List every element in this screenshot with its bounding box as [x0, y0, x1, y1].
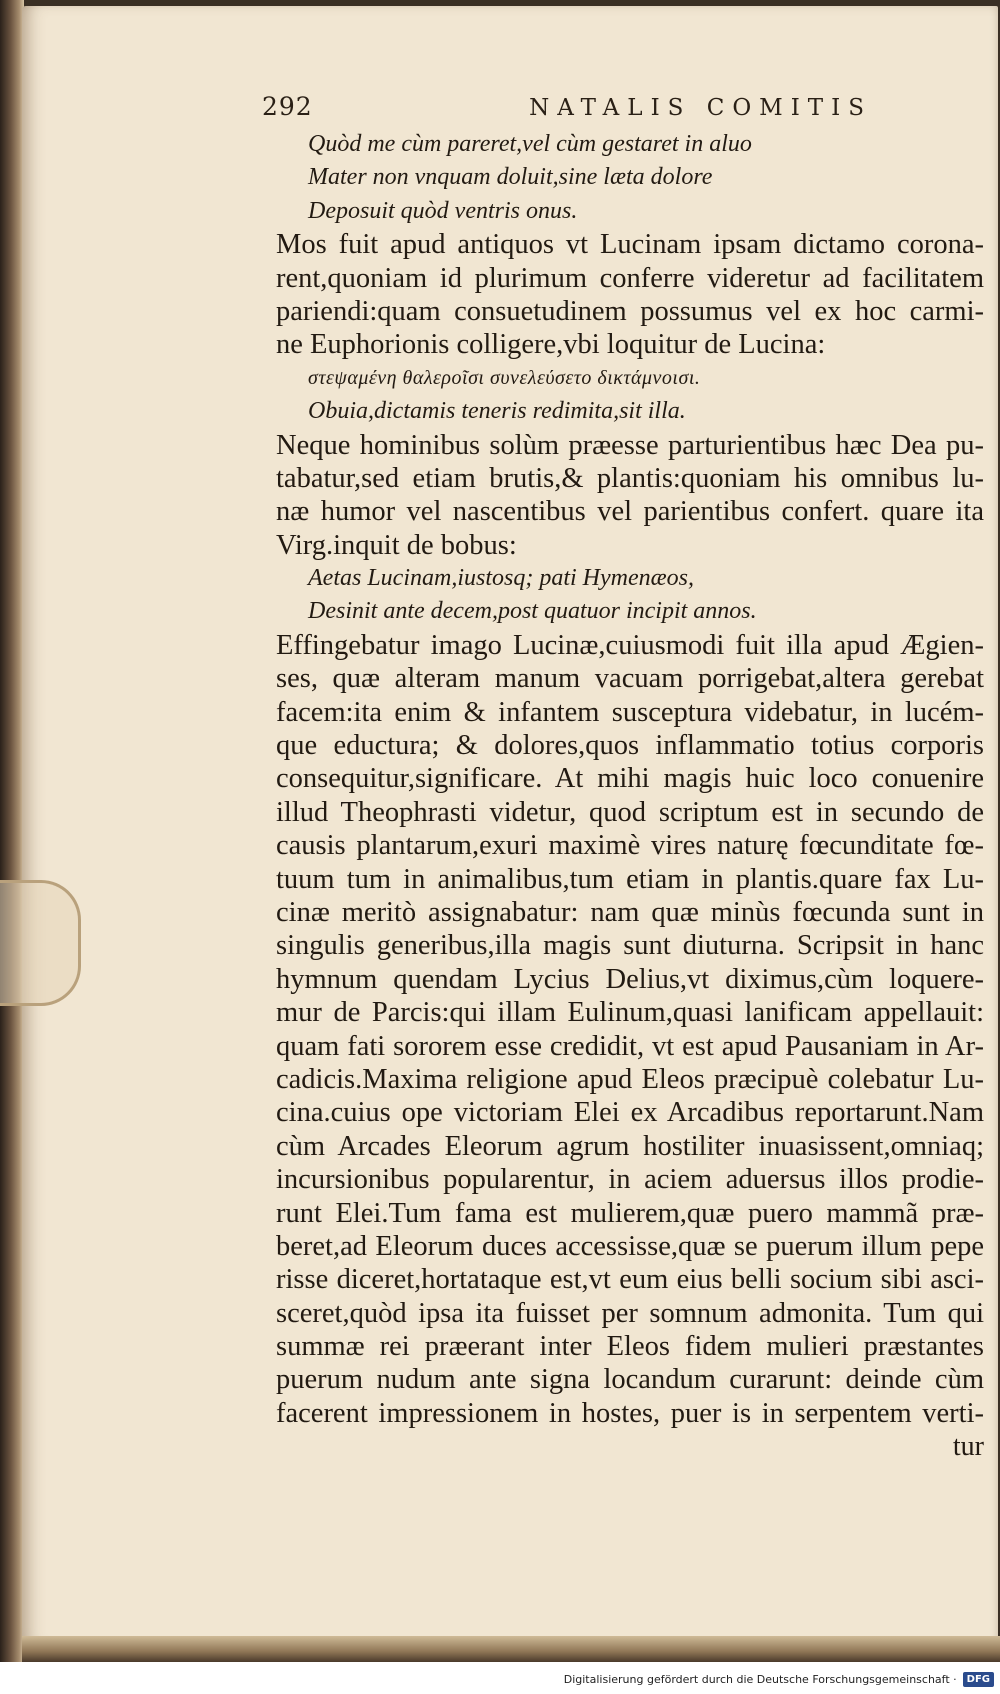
- text-line: singulis generibus,illa magis sunt diuturna. Scripsit in hanc: [276, 930, 984, 962]
- text-line: facerent impressionem in hostes, puer is in serpentem verti-: [276, 1397, 984, 1429]
- page-bottom-edge: [22, 1636, 1000, 1662]
- book-spine: [0, 0, 24, 1662]
- text-line: summæ rei præerant inter Eleos fidem mulieri præstantes: [276, 1331, 984, 1363]
- text-line: cinæ meritò assignabatur: nam quæ minùs fœcunda sunt in: [276, 896, 984, 928]
- text-line: hymnum quendam Lycius Delius,vt diximus,cùm loquere-: [276, 963, 984, 995]
- text-line: pariendi:quam consuetudinem possumus vel ex hoc carmi-: [276, 295, 984, 327]
- book-clasp: [0, 880, 81, 1006]
- text-line: quam fati sororem esse credidit, vt est apud Pausaniam in Ar-: [276, 1030, 984, 1062]
- text-line: mur de Parcis:qui illam Eulinum,quasi lanificam appellauit:: [276, 997, 984, 1029]
- text-line: Neque hominibus solùm præesse parturientibus hæc Dea pu-: [276, 429, 984, 461]
- verse-line: Quòd me cùm pareret,vel cùm gestaret in aluo: [308, 131, 752, 157]
- text-line: beret,ad Eleorum duces accessisse,quæ se puerum illum pepe: [276, 1230, 984, 1262]
- text-line: tuum tum in animalibus,tum etiam in plantis.quare fax Lu-: [276, 863, 984, 895]
- greek-line: στεψαμένη θαλεροῖσι συνελεύσετο δικτάμνοισι.: [308, 366, 701, 389]
- text-line: Effingebatur imago Lucinæ,cuiusmodi fuit illa apud Ægien-: [276, 629, 984, 661]
- running-title: NATALIS COMITIS: [529, 95, 872, 121]
- text-line: risse diceret,hortataque est,vt eum eius belli socium sibi asci-: [276, 1264, 984, 1296]
- footer: [0, 1665, 1000, 1694]
- text-line: sceret,quòd ipsa ita fuisset per somnum admonita. Tum qui: [276, 1297, 984, 1329]
- funding-note: Digitalisierung gefördert durch die Deutsche Forschungsgemeinschaft ·: [563, 1673, 957, 1686]
- text-line: illud Theophrasti videtur, quod scriptum est in secundo de: [276, 796, 984, 828]
- verse-line: Mater non vnquam doluit,sine læta dolore: [308, 164, 713, 191]
- text-line: ne Euphorionis colligere,vbi loquitur de Lucina:: [276, 329, 826, 361]
- text-line: consequitur,significare. At mihi magis huic loco conuenire: [276, 763, 984, 795]
- text-line: puerum nudum ante signa locandum curarunt: deinde cùm: [276, 1364, 984, 1396]
- verse-line: Obuia,dictamis teneris redimita,sit illa.: [308, 398, 686, 425]
- text-line: cadicis.Maxima religione apud Eleos præcipuè colebatur Lu-: [276, 1063, 984, 1095]
- verse-line: Aetas Lucinam,iustosq; pati Hymenæos,: [308, 565, 694, 592]
- dfg-logo: DFG: [963, 1672, 994, 1687]
- text-line: rent,quoniam id plurimum conferre videretur ad facilitatem: [276, 262, 984, 294]
- catchword: tur: [952, 1431, 984, 1463]
- page-number: 292: [262, 92, 313, 121]
- verse-line: Desinit ante decem,post quatuor incipit annos.: [308, 598, 757, 625]
- text-line: causis plantarum,exuri maximè vires naturę fœcunditate fœ-: [276, 830, 984, 862]
- text-line: cina.cuius ope victoriam Elei ex Arcadibus reportarunt.Nam: [276, 1097, 984, 1129]
- text-line: ses, quæ alteram manum vacuam porrigebat,altera gerebat: [276, 663, 984, 695]
- text-line: runt Elei.Tum fama est mulierem,quæ puero mammã præ-: [276, 1197, 984, 1229]
- page-header: [262, 92, 872, 121]
- text-line: facem:ita enim & infantem susceptura videbatur, in lucém-: [276, 696, 984, 728]
- text-line: cùm Arcades Eleorum agrum hostiliter inuasissent,omniaq;: [276, 1130, 984, 1162]
- text-line: næ humor vel nascentibus vel parientibus confert. quare ita: [276, 496, 984, 528]
- verse-line: Deposuit quòd ventris onus.: [308, 197, 578, 224]
- text-block: [276, 128, 984, 1464]
- text-line: Virg.inquit de bobus:: [276, 529, 517, 561]
- text-line: que eductura; & dolores,quos inflammatio totius corporis: [276, 730, 984, 762]
- text-line: incursionibus popularentur, in aciem aduersus illos prodie-: [276, 1164, 984, 1196]
- text-line: Mos fuit apud antiquos vt Lucinam ipsam dictamo corona-: [276, 229, 984, 261]
- text-line: tabatur,sed etiam brutis,& plantis:quoniam his omnibus lu-: [276, 462, 984, 494]
